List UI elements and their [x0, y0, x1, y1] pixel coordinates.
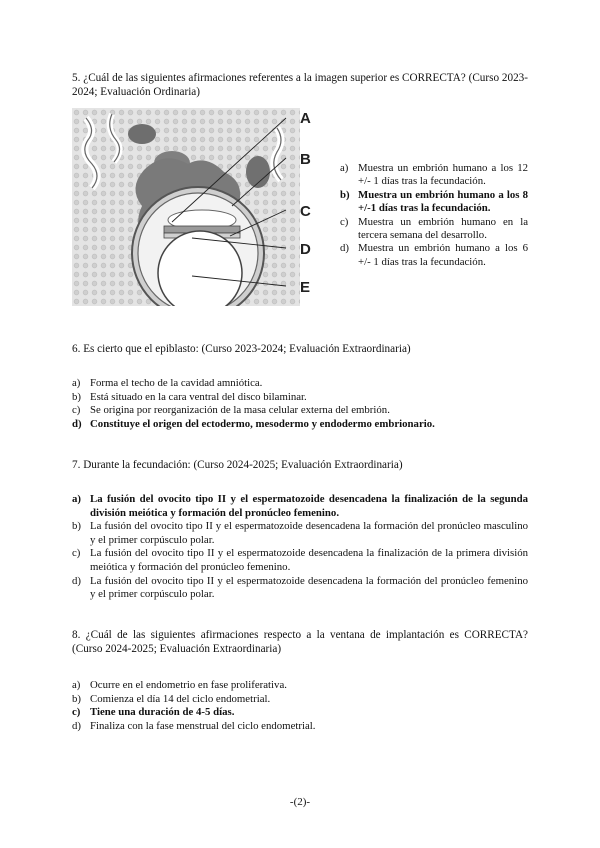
question-7-title: 7. Durante la fecundación: (Curso 2024-2025; Evaluación Extraordinaria) — [72, 459, 403, 471]
answer-option[interactable]: c) Se origina por reorganización de la masa celular externa del embrión. — [72, 404, 390, 417]
answer-option[interactable]: a) Forma el techo de la cavidad amniótica. — [72, 377, 263, 389]
figure-label-c: C — [300, 203, 311, 220]
answer-option[interactable]: a) Ocurre en el endometrio en fase proliferativa. — [72, 679, 287, 691]
answer-option[interactable]: b) Está situado en la cara ventral del disco bilaminar. — [72, 390, 307, 403]
embryo-figure — [72, 108, 334, 306]
answer-option[interactable]: d) Muestra un embrión humano a los 6 +/- 1 días tras la fecundación. — [340, 242, 528, 268]
figure-label-e: E — [300, 279, 311, 296]
question-5-options — [340, 162, 528, 269]
answer-option-correct[interactable]: b) Muestra un embrión humano a los 8 +/-1 días tras la fecundación. — [340, 188, 528, 215]
figure-label-a: A — [300, 110, 311, 127]
question-5-title: 5. ¿Cuál de las siguientes afirmaciones referentes a la imagen superior es CORRECTA? (Curso 2023-2024; Evaluación Ordinaria) — [72, 72, 528, 98]
question-8-title: 8. ¿Cuál de las siguientes afirmaciones respecto a la ventana de implantación es CORRECTA? (Curso 2024-2025; Evaluación Extraordinaria) — [72, 629, 528, 655]
figure-label-d: D — [300, 241, 311, 258]
answer-option[interactable]: d) Finaliza con la fase menstrual del ciclo endometrial. — [72, 719, 316, 732]
answer-option[interactable]: c) La fusión del ovocito tipo II y el espermatozoide desencadena la finalización de la primera división meiótica y formación del pronúcleo femenino. — [72, 547, 528, 573]
embryo-diagram-image — [72, 108, 334, 306]
answer-option[interactable]: c) Muestra un embrión humano en la tercera semana del desarrollo. — [340, 215, 528, 242]
answer-option[interactable]: a) Muestra un embrión humano a los 12 +/- 1 días tras la fecundación. — [340, 162, 528, 188]
question-8-options — [72, 679, 528, 733]
question-6-options — [72, 377, 528, 431]
page-number: -(2)- — [289, 796, 311, 808]
answer-option-correct[interactable]: c) Tiene una duración de 4-5 días. — [72, 706, 235, 719]
answer-option-correct[interactable]: a) La fusión del ovocito tipo II y el espermatozoide desencadena la finalización de la segunda división meiótica y formación del pronúcleo femenino. — [72, 493, 528, 519]
question-6-title: 6. Es cierto que el epiblasto: (Curso 2023-2024; Evaluación Extraordinaria) — [72, 343, 411, 355]
answer-option-correct[interactable]: d) Constituye el origen del ectodermo, mesodermo y endodermo embrionario. — [72, 417, 435, 430]
question-7-options — [72, 493, 528, 602]
answer-option[interactable]: d) La fusión del ovocito tipo II y el espermatozoide desencadena la formación del pronúcleo femenino y el primer corpúsculo polar. — [72, 574, 528, 601]
figure-label-b: B — [300, 151, 311, 168]
answer-option[interactable]: b) La fusión del ovocito tipo II y el espermatozoide desencadena la formación del pronúcleo masculino y el primer corpúsculo polar. — [72, 520, 528, 546]
answer-option[interactable]: b) Comienza el día 14 del ciclo endometrial. — [72, 692, 271, 705]
